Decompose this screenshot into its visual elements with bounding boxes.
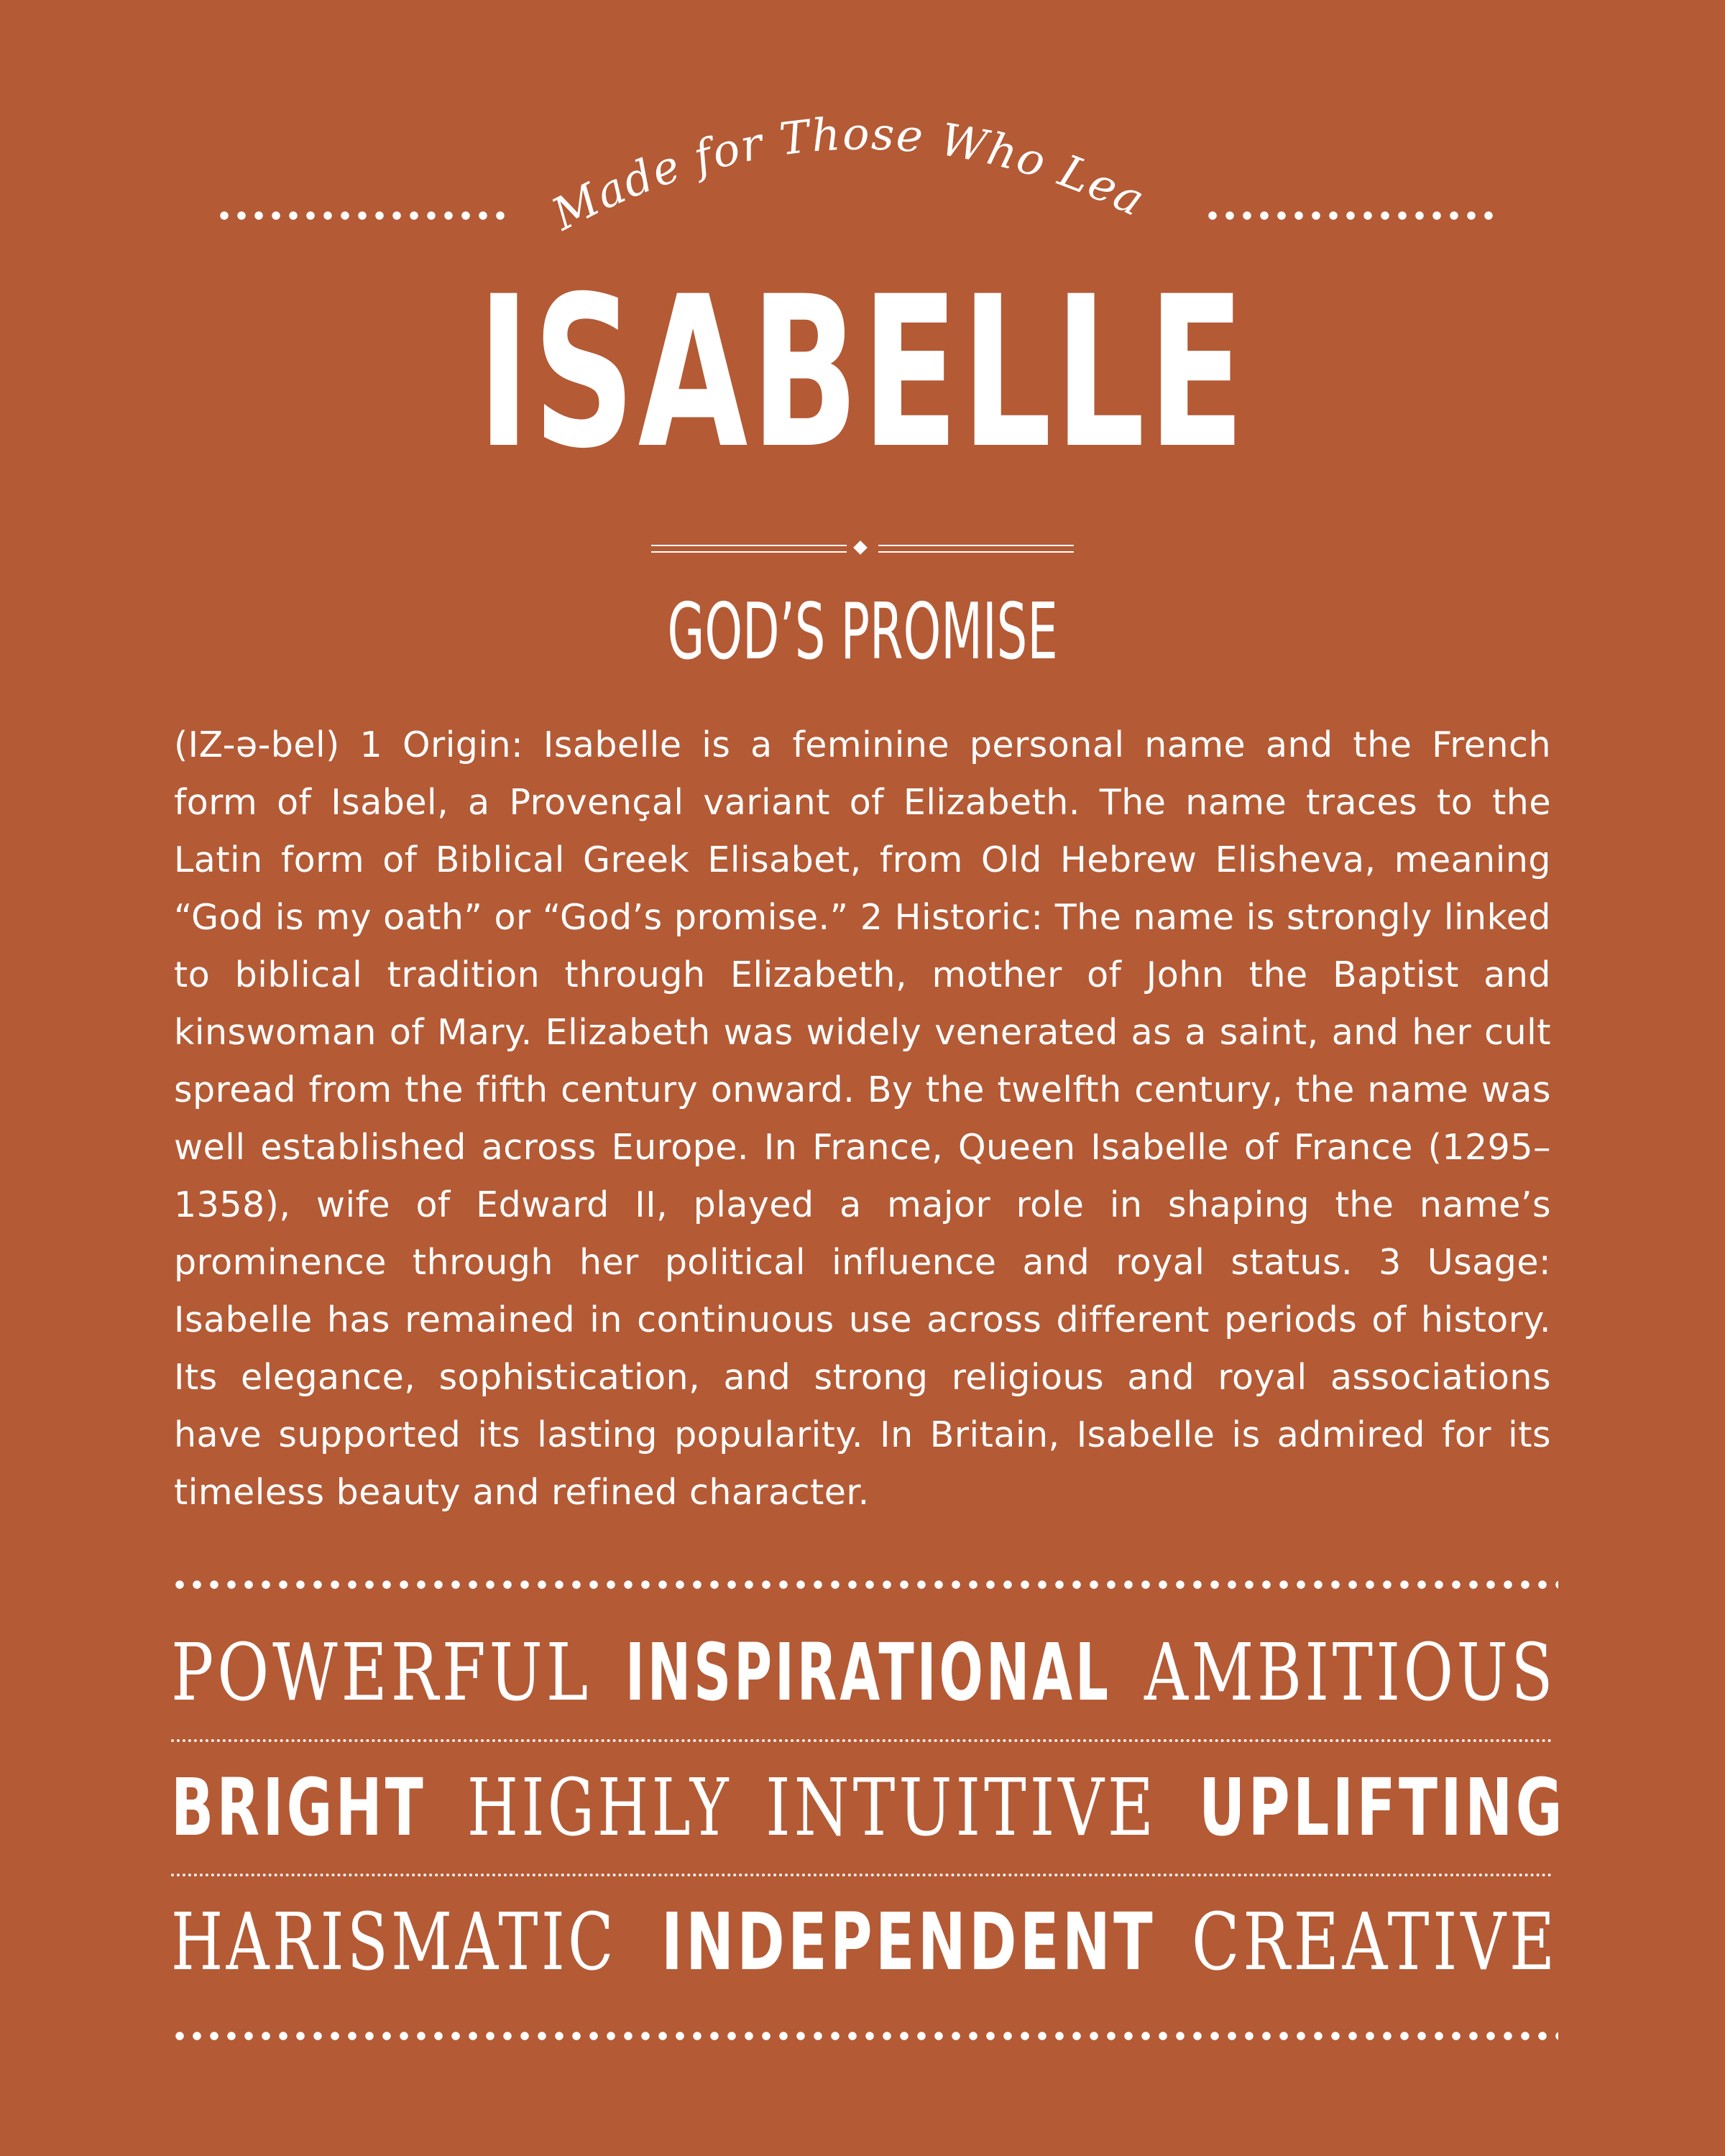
trait-word: CREATIVE: [1192, 1896, 1558, 1988]
dotted-divider-bottom: [171, 2031, 1558, 2041]
diamond-icon: [853, 540, 868, 555]
trait-row-1: [0, 1626, 1725, 1719]
name-meaning: [0, 586, 1725, 679]
tagline-text: Made for Those Who Lead: [531, 63, 1154, 241]
tagline-dots-left: [216, 211, 509, 221]
dotted-divider-2: [171, 1874, 1552, 1876]
definition-paragraph: (IZ-ə-bel) 1 Origin: Isabelle is a feminine personal name and the French form of Isabel, a Provençal variant of Elizabeth. The name traces to the Latin form of Biblical Greek Elisabet, from Old Hebrew Elisheva, meaning “God is my oath” or “God’s promise.” 2 Historic: The name is strongly linked to biblical tradition through Elizabeth, mother of John the Baptist and kinswoman of Mary. Elizabeth was widely venerated as a saint, and her cult spread from the fifth century onward. By the twelfth century, the name was well established across Europe. In France, Queen Isabelle of France (1295–1358), wife of Edward II, played a major role in shaping the name’s prominence through her political influence and royal status. 3 Usage: Isabelle has remained in continuous use across different periods of history. Its elegance, sophistication, and strong religious and royal associations have supported its lasting popularity. In Britain, Isabelle is admired for its timeless beauty and refined character.: [174, 724, 1551, 1513]
ornament-rule-left: [651, 545, 847, 553]
trait-row-3: [0, 1895, 1725, 1989]
trait-word: HARISMATIC: [171, 1896, 617, 1988]
meaning-text: GOD’S PROMISE: [667, 587, 1058, 677]
trait-word: INSPIRATIONAL: [625, 1626, 1111, 1718]
tagline-arc: [531, 63, 1179, 248]
tagline-row: [0, 63, 1725, 248]
trait-word: POWERFUL: [171, 1626, 592, 1718]
trait-row-2: [0, 1761, 1725, 1854]
dotted-divider-1: [171, 1739, 1552, 1742]
trait-word: AMBITIOUS: [1144, 1626, 1556, 1718]
trait-word: INTUITIVE: [765, 1761, 1157, 1853]
trait-word: HIGHLY: [467, 1761, 732, 1853]
trait-word: UPLIFTING: [1199, 1761, 1565, 1853]
trait-word: INDEPENDENT: [661, 1896, 1156, 1988]
name-text: ISABELLE: [477, 252, 1248, 494]
trait-word: BRIGHT: [171, 1761, 426, 1853]
divider-ornament: [647, 540, 1078, 559]
ornament-rule-right: [878, 545, 1074, 553]
dotted-divider-top: [171, 1580, 1558, 1590]
name-title: [0, 252, 1725, 496]
tagline-dots-right: [1204, 211, 1497, 221]
